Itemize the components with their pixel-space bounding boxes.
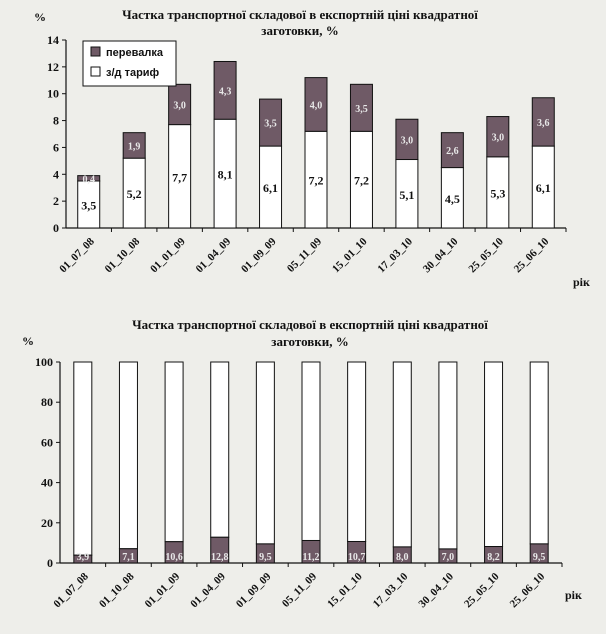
y-tick-label: 12 [47, 59, 59, 74]
x-tick-label: 15_01_10 [325, 570, 365, 611]
data-label-transshipment: 3,0 [173, 100, 186, 112]
data-label-transshipment: 3,0 [491, 132, 505, 144]
chart-2-title-line-2: заготовки, % [271, 334, 349, 349]
x-tick-label: 01_07_08 [51, 570, 91, 611]
chart-2-y-axis-label: % [22, 334, 34, 348]
legend-label-tariff: з/д тариф [106, 67, 160, 79]
y-tick-label: 10 [47, 86, 59, 101]
bar-tariff-share [74, 362, 92, 555]
chart-1-title-line-2: заготовки, % [261, 23, 339, 38]
data-label-tariff: 7,2 [308, 173, 324, 188]
y-tick-label: 40 [41, 475, 53, 490]
data-label-tariff: 7,7 [172, 170, 188, 185]
data-label-transshipment-share: 11,2 [302, 552, 320, 563]
x-tick-label: 30_04_10 [420, 235, 461, 276]
y-tick-label: 60 [41, 435, 53, 450]
data-label-transshipment: 3,6 [537, 117, 550, 129]
x-tick-label: 01_01_09 [142, 570, 183, 611]
x-tick-label: 25_05_10 [462, 570, 502, 611]
legend-label-transshipment: перевалка [106, 47, 163, 59]
y-tick-label: 2 [53, 194, 59, 209]
x-tick-label: 15_01_10 [329, 235, 370, 276]
legend-swatch-tariff [91, 67, 100, 76]
bar-tariff-share [348, 362, 366, 541]
data-label-transshipment-share: 9,5 [259, 552, 272, 563]
chart-1-title-line-1: Частка транспортної складової в експортній ціні квадратної [122, 7, 478, 22]
x-tick-label: 25_05_10 [466, 235, 506, 276]
bar-tariff-share [439, 362, 457, 549]
bar-tariff-share [530, 362, 548, 544]
data-label-tariff: 5,3 [490, 186, 506, 201]
bar-tariff-share [256, 362, 274, 544]
data-label-transshipment: 0,4 [82, 174, 95, 186]
data-label-transshipment-share: 7,1 [122, 552, 135, 563]
data-label-transshipment: 4,3 [218, 86, 232, 98]
x-tick-label: 01_09_09 [233, 570, 274, 611]
x-tick-label: 01_01_09 [148, 235, 188, 276]
data-label-tariff: 5,2 [126, 187, 142, 202]
data-label-tariff: 3,5 [81, 198, 97, 213]
data-label-tariff: 7,2 [353, 173, 369, 188]
data-label-tariff: 6,1 [535, 181, 551, 196]
chart-1-y-axis-label: % [34, 10, 46, 24]
y-tick-label: 0 [47, 556, 53, 570]
data-label-tariff: 8,1 [217, 167, 233, 182]
y-tick-label: 8 [53, 113, 59, 128]
y-tick-label: 100 [35, 355, 53, 369]
data-label-transshipment: 3,5 [355, 103, 368, 115]
x-tick-label: 01_07_08 [57, 235, 97, 276]
x-tick-label: 05_11_09 [284, 235, 325, 275]
x-tick-label: 01_04_09 [193, 235, 234, 276]
data-label-transshipment: 2,6 [446, 146, 459, 158]
chart-1 [34, 7, 590, 289]
chart-1-legend [83, 41, 176, 86]
data-label-transshipment-share: 10,7 [347, 552, 366, 563]
data-label-tariff: 4,5 [444, 191, 460, 206]
legend-swatch-transshipment [91, 47, 100, 56]
data-label-transshipment: 1,9 [127, 141, 141, 153]
chart-2-x-axis-label: рік [565, 588, 582, 602]
bar-tariff-share [485, 362, 503, 547]
x-tick-label: 01_10_08 [96, 570, 137, 611]
data-label-transshipment-share: 3,9 [76, 552, 90, 563]
data-label-tariff: 5,1 [399, 187, 415, 202]
bar-tariff-share [165, 362, 183, 542]
x-tick-label: 25_06_10 [511, 235, 552, 276]
data-label-transshipment-share: 8,0 [396, 552, 409, 563]
y-tick-label: 0 [53, 221, 59, 235]
bar-tariff-share [211, 362, 229, 537]
x-tick-label: 25_06_10 [507, 570, 548, 611]
data-label-transshipment: 3,5 [264, 118, 277, 130]
x-tick-label: 17_03_10 [370, 570, 411, 611]
y-tick-label: 6 [53, 140, 59, 155]
data-label-transshipment-share: 8,2 [487, 552, 500, 563]
bar-tariff-share [393, 362, 411, 547]
x-tick-label: 01_04_09 [188, 570, 228, 611]
y-tick-label: 20 [41, 515, 53, 530]
bar-tariff-share [302, 362, 320, 540]
x-tick-label: 01_09_09 [239, 235, 279, 276]
data-label-transshipment-share: 7,0 [441, 552, 455, 563]
y-tick-label: 4 [53, 167, 59, 182]
x-tick-label: 17_03_10 [375, 235, 416, 276]
data-label-transshipment-share: 12,8 [210, 552, 229, 563]
data-label-transshipment-share: 10,6 [165, 552, 183, 563]
x-tick-label: 05_11_09 [279, 570, 320, 610]
y-tick-label: 14 [47, 33, 59, 47]
chart-2-title-line-1: Частка транспортної складової в експортній ціні квадратної [132, 317, 488, 332]
data-label-transshipment: 4,0 [309, 100, 323, 112]
data-label-transshipment: 3,0 [400, 135, 414, 147]
data-label-transshipment-share: 9,5 [532, 552, 546, 563]
data-label-tariff: 6,1 [263, 181, 279, 196]
x-tick-label: 30_04_10 [416, 570, 457, 611]
chart-1-x-axis-label: рік [573, 275, 590, 289]
chart-2 [22, 317, 582, 610]
y-tick-label: 80 [41, 395, 53, 410]
bar-tariff-share [119, 362, 137, 549]
x-tick-label: 01_10_08 [102, 235, 143, 276]
